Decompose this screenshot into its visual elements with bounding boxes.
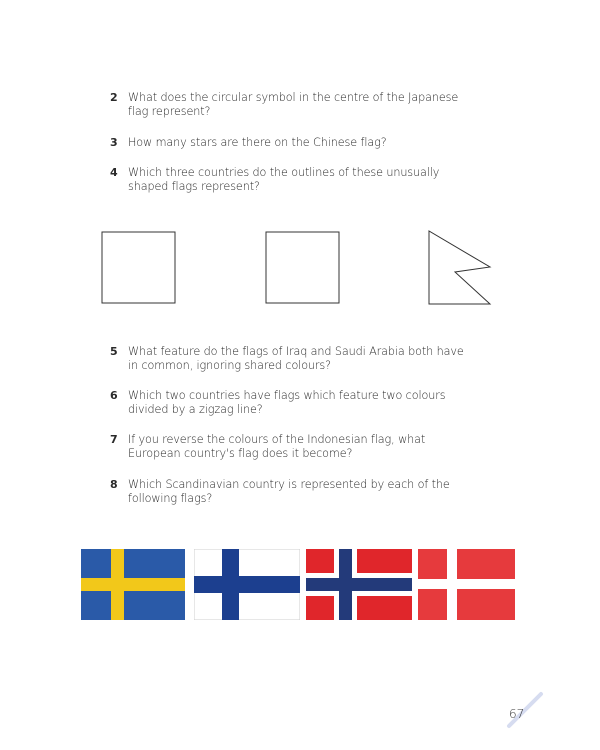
question-number: 4: [110, 166, 118, 179]
question-text: Which two countries have flags which feature two colours divided by a zigzag line?: [128, 389, 446, 416]
flag-outline-pennant: [428, 230, 494, 306]
question-number: 2: [110, 91, 118, 104]
question-number: 5: [110, 345, 118, 358]
question-number: 7: [110, 433, 118, 446]
question-number: 8: [110, 478, 118, 491]
question-8: [110, 478, 470, 506]
question-text: What feature do the flags of Iraq and Saudi Arabia both have in common, ignoring shared colours?: [128, 345, 464, 372]
norway-flag: [306, 549, 412, 620]
question-2: [110, 91, 470, 119]
question-6: [110, 389, 470, 417]
question-text: What does the circular symbol in the centre of the Japanese flag represent?: [128, 91, 459, 118]
question-7: [110, 433, 470, 461]
question-4: [110, 166, 470, 194]
denmark-flag: [418, 549, 515, 620]
question-text: Which Scandinavian country is represented by each of the following flags?: [128, 478, 450, 505]
question-5: [110, 345, 470, 373]
question-text: How many stars are there on the Chinese flag?: [128, 136, 387, 149]
question-number: 6: [110, 389, 118, 402]
question-text: Which three countries do the outlines of these unusually shaped flags represent?: [128, 166, 440, 193]
flag-outline-square-1: [101, 231, 177, 305]
question-3: [110, 136, 470, 150]
question-text: If you reverse the colours of the Indonesian flag, what European country's flag does it become?: [128, 433, 426, 460]
sweden-flag: [81, 549, 185, 620]
page-number: 67: [509, 707, 525, 721]
question-number: 3: [110, 136, 118, 149]
flag-outline-square-2: [265, 231, 341, 305]
finland-flag: [194, 549, 300, 620]
